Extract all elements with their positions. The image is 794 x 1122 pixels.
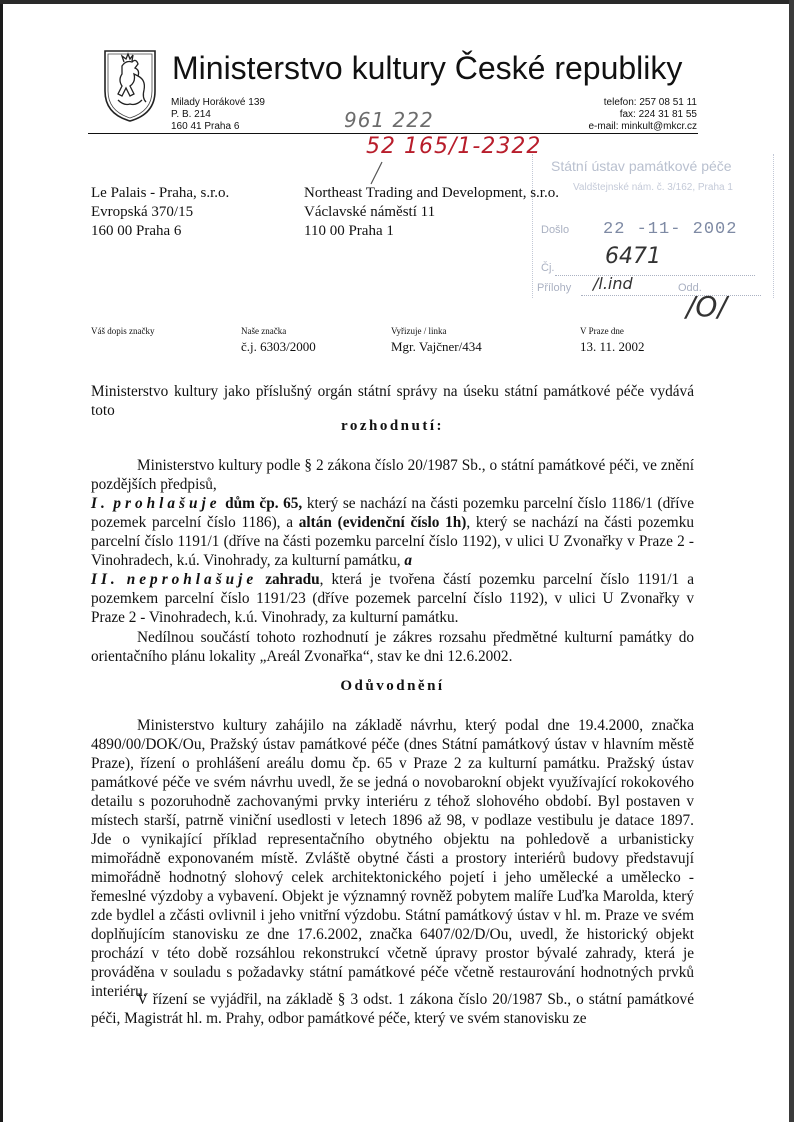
registry-stamp <box>532 154 774 298</box>
stamp-attachments-line <box>581 295 761 296</box>
stamp-institution: Státní ústav památkové péče <box>551 158 732 174</box>
our-ref-label: Naše značka <box>241 326 287 336</box>
date-value: 13. 11. 2002 <box>580 339 645 354</box>
handwritten-corner-mark: /O/ <box>686 290 727 323</box>
ministry-contacts <box>589 97 698 133</box>
recipient-left: Le Palais - Praha, s.r.o. Evropská 370/15 160 00 Praha 6 <box>91 185 230 239</box>
handwritten-number-red: 52 165/1-2322 <box>366 134 542 159</box>
pen-stroke <box>368 160 384 186</box>
your-ref-label: Váš dopis značky <box>91 326 155 336</box>
state-emblem-icon <box>100 46 160 124</box>
handled-by-label: Vyřizuje / linka <box>391 326 447 336</box>
decision-heading: rozhodnutí: <box>340 418 445 434</box>
stamp-received-label: Došlo <box>541 224 570 236</box>
scan-edge-right <box>789 0 794 1122</box>
handwritten-number-gray: 961 222 <box>344 108 434 132</box>
ministry-title: Ministerstvo kultury České republiky <box>172 50 683 86</box>
decision-paragraph-3: II. neprohlašuje zahradu, která je tvořena částí pozemku parcelní číslo 1191/1 a pozemkem parcelní číslo 1191/23 (dříve pozemek parcelní číslo 1192), v ulici U Zvonařky v Praze 2 - Vinohradech, k.ú. Vinohrady, za kulturní památku. <box>91 571 694 626</box>
phone: telefon: 257 08 51 11 <box>603 97 697 108</box>
reasoning-heading: Odůvodnění <box>340 678 445 694</box>
scan-edge-left <box>0 0 3 1122</box>
decision-paragraph-2: I. prohlašuje dům čp. 65, který se nachází na části pozemku parcelní číslo 1186/1 (dříve pozemek parcelní číslo 1186), a altán (evidenční číslo 1h), který se nachází na části pozemku parcelní číslo 1191/1 (dříve na části pozemku parcelní číslo 1192), v ulici U Zvonařky v Praze 2 - Vinohradech, k.ú. Vinohrady, za kulturní památku, a <box>91 495 694 569</box>
date-label: V Praze dne <box>580 326 624 336</box>
decision-paragraph-1: Ministerstvo kultury podle § 2 zákona číslo 20/1987 Sb., o státní památkové péči, ve znění pozdějších předpisů, <box>91 457 694 493</box>
intro-paragraph: Ministerstvo kultury jako příslušný orgán státní správy na úseku státní památkové péče vydává toto <box>91 383 694 419</box>
stamp-attachments-label: Přílohy <box>537 282 572 294</box>
stamp-number: 6471 <box>605 244 661 269</box>
decision-paragraph-4: Nedílnou součástí tohoto rozhodnutí je zákres rozsahu předmětné kulturní památky do orientačního plánu lokality „Areál Zvonařka“, stav ke dni 12.6.2002. <box>91 629 694 665</box>
stamp-number-label: Čj. <box>541 262 555 274</box>
stamp-received-date: 22 -11- 2002 <box>603 220 738 239</box>
email: e-mail: minkult@mkcr.cz <box>588 121 697 132</box>
recipient-right: Northeast Trading and Development, s.r.o. Václavské náměstí 11 110 00 Praha 1 <box>304 185 559 239</box>
stamp-address: Valdštejnské nám. č. 3/162, Praha 1 <box>573 182 733 193</box>
our-ref-value: č.j. 6303/2000 <box>241 339 316 354</box>
stamp-department-label: Odd. <box>678 282 702 294</box>
scan-edge-top <box>0 0 794 4</box>
reasoning-paragraph-2: V řízení se vyjádřil, na základě § 3 odst. 1 zákona číslo 20/1987 Sb., o státní památkové péči, Magistrát hl. m. Prahy, odbor památkové péče, který ve svém stanovisku ze <box>91 991 694 1027</box>
reasoning-paragraph-1: Ministerstvo kultury zahájilo na základě návrhu, který podal dne 19.4.2000, značka 4890/00/DOK/Ou, Pražský ústav památkové péče (dnes Státní památkový ústav v hlavním městě Praze), řízení o prohlášení areálu domu čp. 65 v Praze 2 za kulturní památku. Pražský ústav památkové péče ve svém návrhu uvedl, že se jedná o novobarokní objekt využívající rokokového detailu s pozoruhodně zachovanými prvky interiéru z téhož slohového období. Byl postaven v místech starší, patrně viniční usedlosti v letech 1896 až 98, v podlaze vestibulu je datace 1897. Jde o vynikající příklad representačního obytného objektu na pohledově a urbanisticky mimořádně exponovaném místě. Zvláště obytné části a prostory interiérů budovy představují mimořádně hodnotný slohový celek architektonického pojetí i jeho umělecké a umělecko - řemeslné výzdoby a vybavení. Objekt je významný rovněž pobytem malíře Luďka Marolda, který zde bydlel a zčásti ovlivnil i jeho vnitřní výzdobu. Státní památkový ústav v hl. m. Praze ve svém doplňujícím stanovisku ze dne 17.6.2002, značka 6407/02/D/Ou, uvedl, že historický objekt prochází v této době rozsáhlou rekonstrukcí včetně úpravy prostor bývalé zahrady, která je prováděna v souladu s požadavky státní památkové péče včetně restaurování hodnotných prvků interiéru. <box>91 717 694 1000</box>
fax: fax: 224 31 81 55 <box>619 109 697 120</box>
stamp-number-line <box>555 275 755 276</box>
ministry-address: Milady Horákové 139 P. B. 214 160 41 Praha 6 <box>171 97 265 132</box>
stamp-signature: /l.ind <box>593 274 633 293</box>
handled-by-value: Mgr. Vajčner/434 <box>391 339 482 354</box>
